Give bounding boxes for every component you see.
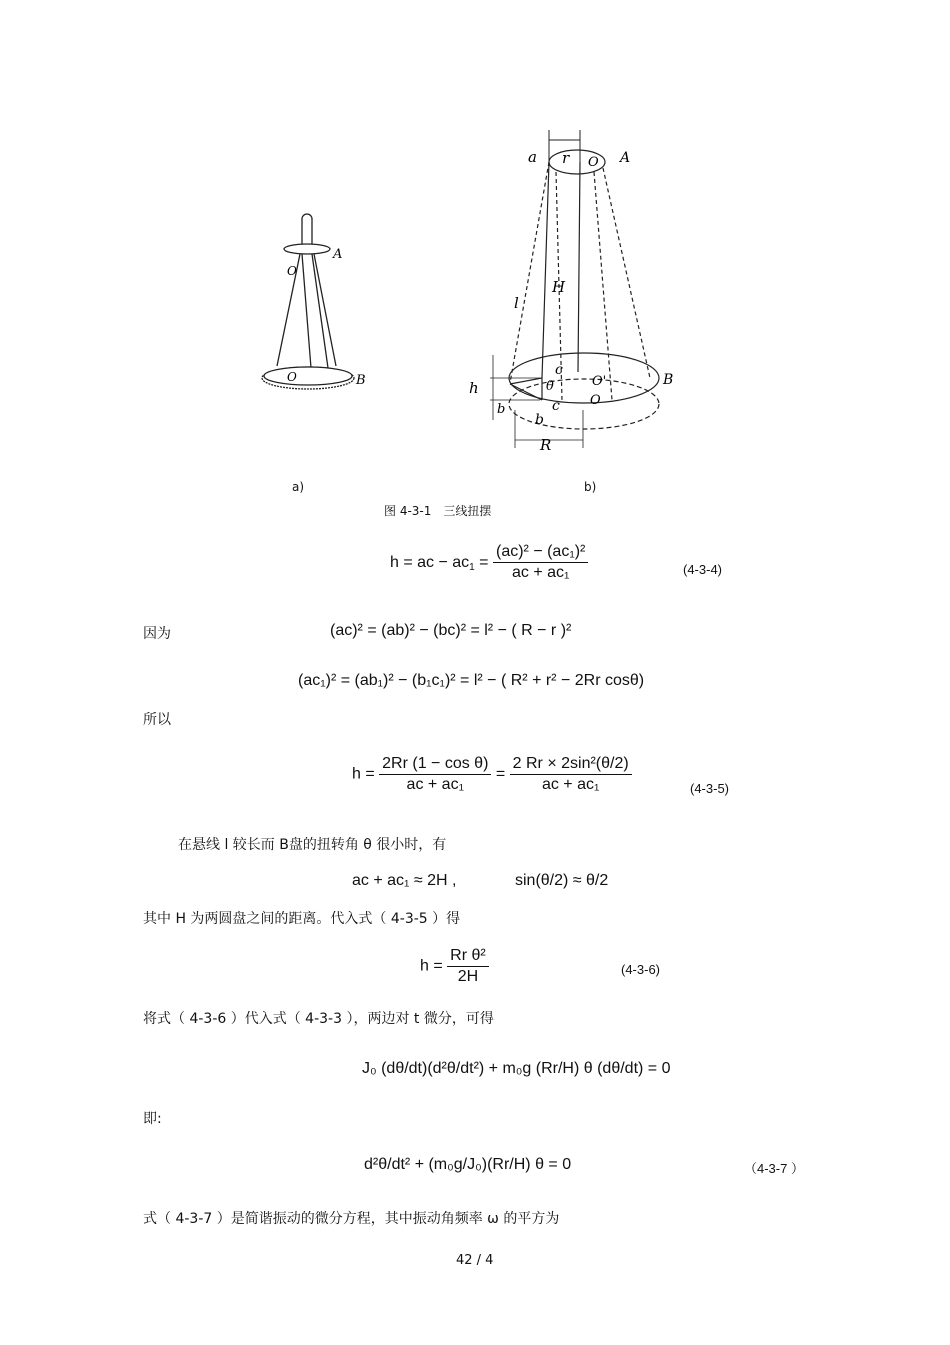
eq-number-4-3-6: (4-3-6) (621, 962, 661, 977)
equation-approx-right: sin(θ/2) ≈ θ/2 (515, 872, 609, 889)
text-shm-statement: 式（ 4-3-7 ）是简谐振动的微分方程，其中振动角频率 ω 的平方为 (143, 1211, 560, 1227)
eq436-lhs: h = (420, 957, 443, 975)
eq436-fraction (447, 946, 489, 987)
label-b-O2: O (590, 393, 601, 408)
label-a-O2: O (287, 370, 297, 384)
eq434-numerator: (ac)² − (ac₁)² (493, 542, 588, 563)
torsion-pendulum-figure (0, 0, 950, 470)
eq435-fraction-1 (379, 754, 491, 795)
text-where-H: 其中 H 为两圆盘之间的距离。代入式（ 4-3-5 ）得 (143, 911, 461, 927)
eq435-denominator-2: ac + ac₁ (541, 776, 600, 793)
figure-a-drawing (262, 214, 354, 389)
eq436-denominator: 2H (457, 968, 479, 985)
equation-4-3-6 (420, 946, 489, 987)
label-b-b1: b (535, 412, 544, 428)
eq435-numerator-1: 2Rr (1 − cos θ) (379, 754, 491, 775)
eq-number-4-3-7: （4-3-7 ） (744, 1161, 804, 1176)
label-b-c1: c (555, 362, 563, 378)
label-b-B: B (663, 372, 674, 388)
eq-number-4-3-4: (4-3-4) (683, 562, 723, 577)
label-b-O1: O (588, 155, 599, 170)
label-b-theta: θ (546, 379, 554, 394)
label-b-A: A (620, 150, 631, 166)
equation-4-3-5: h = $\frac{\text{2Rr (1 − cos θ)}}{\text{ac + ac₁}}$ = $\frac{\text{2 Rr × 2sin²(θ/2)}}{\text{ac + ac₁}}$ (352, 754, 632, 795)
label-b-R: R (540, 436, 552, 454)
equation-approx-left: ac + ac₁ ≈ 2H , (352, 872, 457, 889)
label-b-O1-prime: O' (592, 374, 607, 389)
text-substitute: 将式（ 4-3-6 ）代入式（ 4-3-3 ），两边对 t 微分，可得 (143, 1011, 494, 1027)
label-b-c: c (552, 398, 560, 414)
label-b-a: a (528, 148, 537, 166)
label-b-l: l (514, 294, 519, 312)
label-b-r: r (562, 149, 570, 167)
label-a-O1: O (287, 264, 297, 278)
text-ie: 即: (143, 1111, 162, 1127)
text-so: 所以 (143, 712, 171, 728)
equation-ac1-squared: (ac₁)² = (ab₁)² − (b₁c₁)² = l² − ( R² + r² − 2Rr cosθ) (298, 672, 645, 689)
label-b-b: b (497, 402, 506, 417)
eq434-denominator: ac + ac₁ (511, 564, 570, 581)
label-a-B: B (356, 373, 366, 388)
figure-caption: 图 4-3-1 三线扭摆 (384, 504, 492, 518)
label-a-A: A (333, 247, 343, 262)
page-number: 42 / 4 (456, 1253, 494, 1268)
subfigure-b-label: b) (584, 480, 597, 494)
equation-4-3-7: d²θ/dt² + (m₀g/J₀)(Rr/H) θ = 0 (364, 1156, 572, 1173)
eq435-fraction-2 (510, 754, 632, 795)
text-when-small-angle: 在悬线 l 较长而 B盘的扭转角 θ 很小时，有 (178, 837, 447, 853)
label-b-h: h (469, 379, 479, 397)
eq435-denominator-1: ac + ac₁ (406, 776, 464, 793)
eq436-numerator: Rr θ² (447, 946, 489, 967)
equation-differentiated: J₀ (dθ/dt)(d²θ/dt²) + m₀g (Rr/H) θ (dθ/dt) = 0 (362, 1060, 671, 1077)
text-because: 因为 (143, 626, 171, 642)
equation-ac-squared: (ac)² = (ab)² − (bc)² = l² − ( R − r )² (330, 622, 572, 639)
label-b-H: H (552, 278, 566, 296)
subfigure-a-label: a) (292, 480, 305, 494)
eq434-fraction (493, 542, 588, 583)
eq435-numerator-2: 2 Rr × 2sin²(θ/2) (510, 754, 632, 775)
eq435-lhs: h = (352, 765, 375, 783)
eq-number-4-3-5: (4-3-5) (690, 781, 730, 796)
figure-b-drawing (490, 130, 659, 448)
equation-4-3-4: h = ac − $ac_1$ = $\frac{\text{(ac)² − (ac₁)²}}{\text{ac + ac₁}}$ (390, 542, 588, 583)
